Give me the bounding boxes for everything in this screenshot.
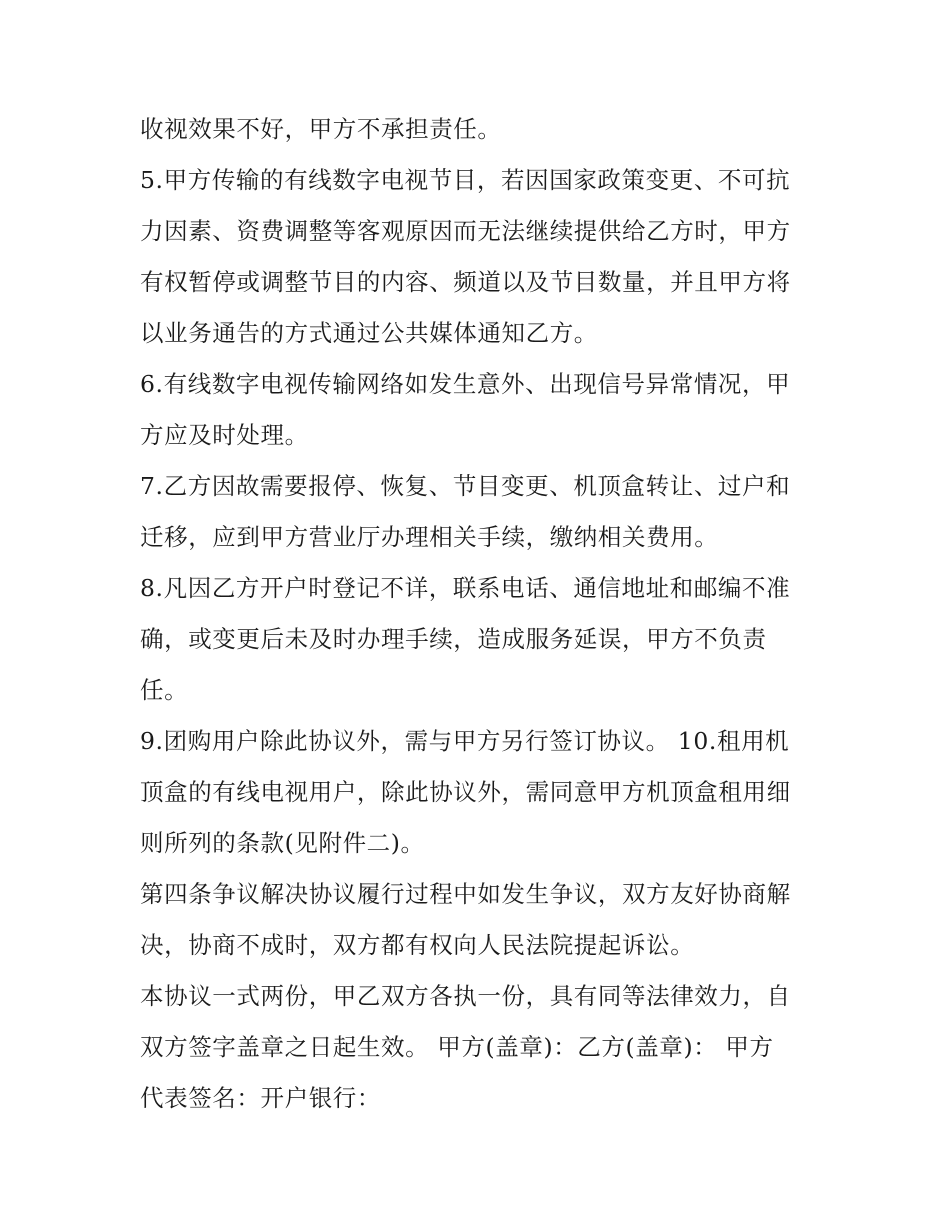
text-line: 确，或变更后未及时办理手续，造成服务延误，甲方不负责 (140, 625, 767, 653)
text-line: 6.有线数字电视传输网络如发生意外、出现信号异常情况，甲 (140, 370, 791, 398)
text-line: 决，协商不成时，双方都有权向人民法院提起诉讼。 (140, 931, 695, 959)
text-line: 以业务通告的方式通过公共媒体通知乙方。 (140, 319, 598, 347)
text-line: 则所列的条款(见附件二)。 (140, 829, 425, 857)
text-line: 第四条争议解决协议履行过程中如发生争议，双方友好协商解 (140, 880, 791, 908)
text-line: 顶盒的有线电视用户，除此协议外，需同意甲方机顶盒租用细 (140, 778, 791, 806)
text-line: 7.乙方因故需要报停、恢复、节目变更、机顶盒转让、过户和 (140, 472, 791, 500)
text-line: 代表签名：开户银行： (140, 1084, 381, 1112)
text-line: 有权暂停或调整节目的内容、频道以及节目数量，并且甲方将 (140, 268, 791, 296)
text-line: 力因素、资费调整等客观原因而无法继续提供给乙方时，甲方 (140, 217, 791, 245)
text-line: 5.甲方传输的有线数字电视节目，若因国家政策变更、不可抗 (140, 166, 791, 194)
text-line: 任。 (140, 676, 189, 704)
text-line: 本协议一式两份，甲乙双方各执一份，具有同等法律效力，自 (140, 982, 791, 1010)
text-line: 9.团购用户除此协议外，需与甲方另行签订协议。 10.租用机 (140, 727, 790, 755)
text-line: 方应及时处理。 (140, 421, 309, 449)
text-line: 迁移，应到甲方营业厅办理相关手续，缴纳相关费用。 (140, 523, 719, 551)
text-line: 8.凡因乙方开户时登记不详，联系电话、通信地址和邮编不准 (140, 574, 791, 602)
text-line: 双方签字盖章之日起生效。 甲方(盖章)：乙方(盖章)： 甲方 (140, 1033, 774, 1061)
text-line: 收视效果不好，甲方不承担责任。 (140, 115, 502, 143)
document-body (140, 104, 820, 1124)
